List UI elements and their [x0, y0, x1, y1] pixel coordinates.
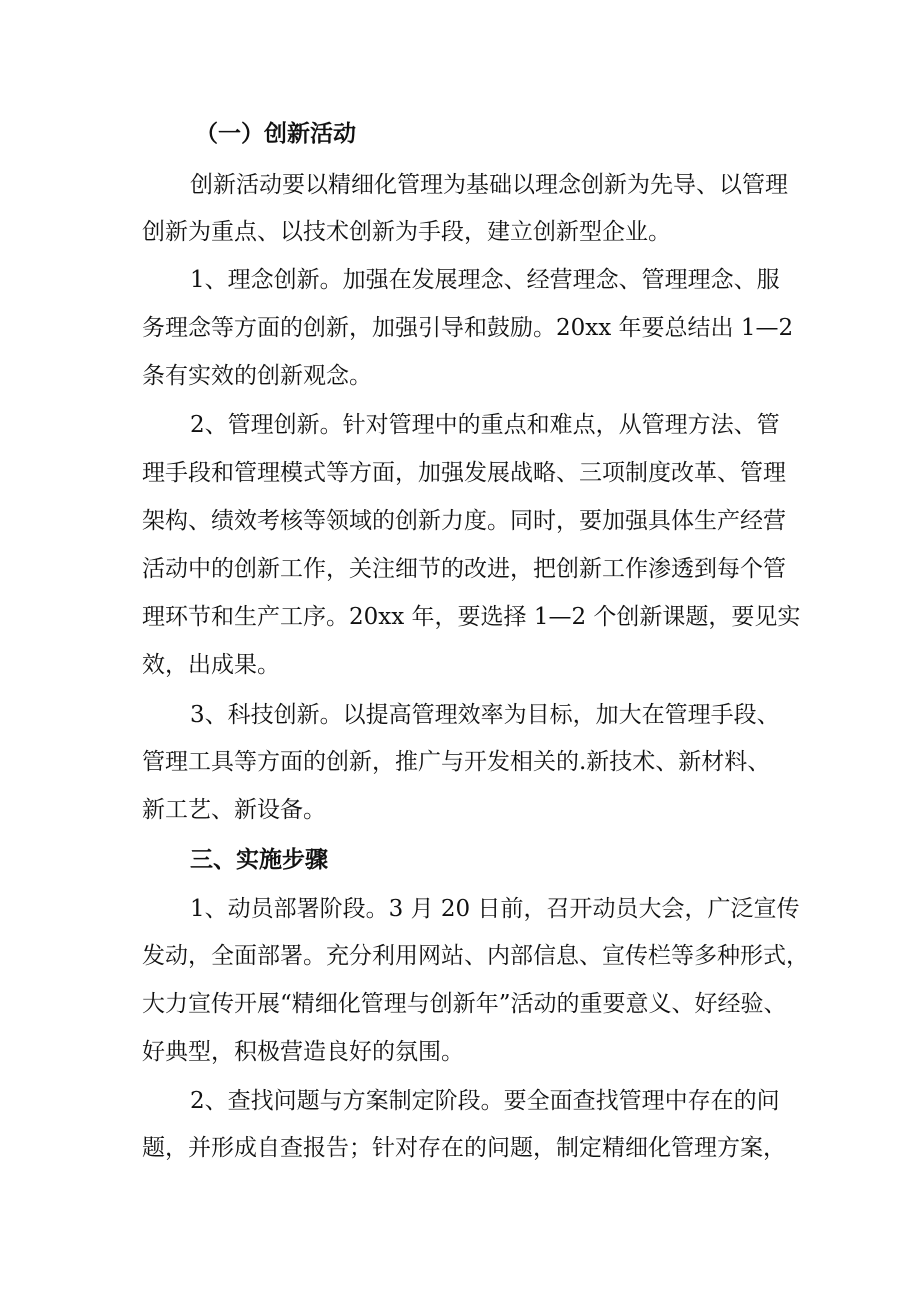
- section-heading-innovation: （一）创新活动: [195, 120, 356, 147]
- paragraph-line: 活动中的创新工作，关注细节的改进，把创新工作渗透到每个管: [142, 556, 786, 582]
- paragraph-line: 2、管理创新。针对管理中的重点和难点，从管理方法、管: [190, 412, 780, 438]
- paragraph-line: 1、动员部署阶段。3 月 20 日前，召开动员大会，广泛宣传: [190, 896, 800, 922]
- paragraph-line: 创新为重点、以技术创新为手段，建立创新型企业。: [142, 219, 671, 245]
- paragraph-line: 条有实效的创新观念。: [142, 363, 372, 389]
- paragraph-line: 新工艺、新设备。: [142, 797, 326, 823]
- paragraph-line: 3、科技创新。以提高管理效率为目标，加大在管理手段、: [190, 702, 780, 728]
- section-heading-implementation-steps: 三、实施步骤: [190, 846, 328, 873]
- paragraph-line: 务理念等方面的创新，加强引导和鼓励。20xx 年要总结出 1—2: [142, 315, 794, 341]
- paragraph-line: 管理工具等方面的创新，推广与开发相关的.新技术、新材料、: [142, 749, 771, 775]
- paragraph-line: 理手段和管理模式等方面，加强发展战略、三项制度改革、管理: [142, 460, 786, 486]
- paragraph-line: 创新活动要以精细化管理为基础以理念创新为先导、以管理: [190, 172, 788, 198]
- paragraph-line: 题，并形成自查报告；针对存在的问题，制定精细化管理方案，: [142, 1135, 786, 1161]
- paragraph-line: 1、理念创新。加强在发展理念、经营理念、管理理念、服: [190, 267, 780, 293]
- paragraph-line: 理环节和生产工序。20xx 年，要选择 1—2 个创新课题，要见实: [142, 604, 801, 630]
- paragraph-line: 2、查找问题与方案制定阶段。要全面查找管理中存在的问: [190, 1088, 780, 1114]
- paragraph-line: 发动，全面部署。充分利用网站、内部信息、宣传栏等多种形式，: [142, 943, 809, 969]
- paragraph-line: 架构、绩效考核等领域的创新力度。同时，要加强具体生产经营: [142, 508, 786, 534]
- paragraph-line: 效，出成果。: [142, 652, 280, 678]
- paragraph-line: 好典型，积极营造良好的氛围。: [142, 1039, 464, 1065]
- paragraph-line: 大力宣传开展“精细化管理与创新年”活动的重要意义、好经验、: [142, 991, 787, 1017]
